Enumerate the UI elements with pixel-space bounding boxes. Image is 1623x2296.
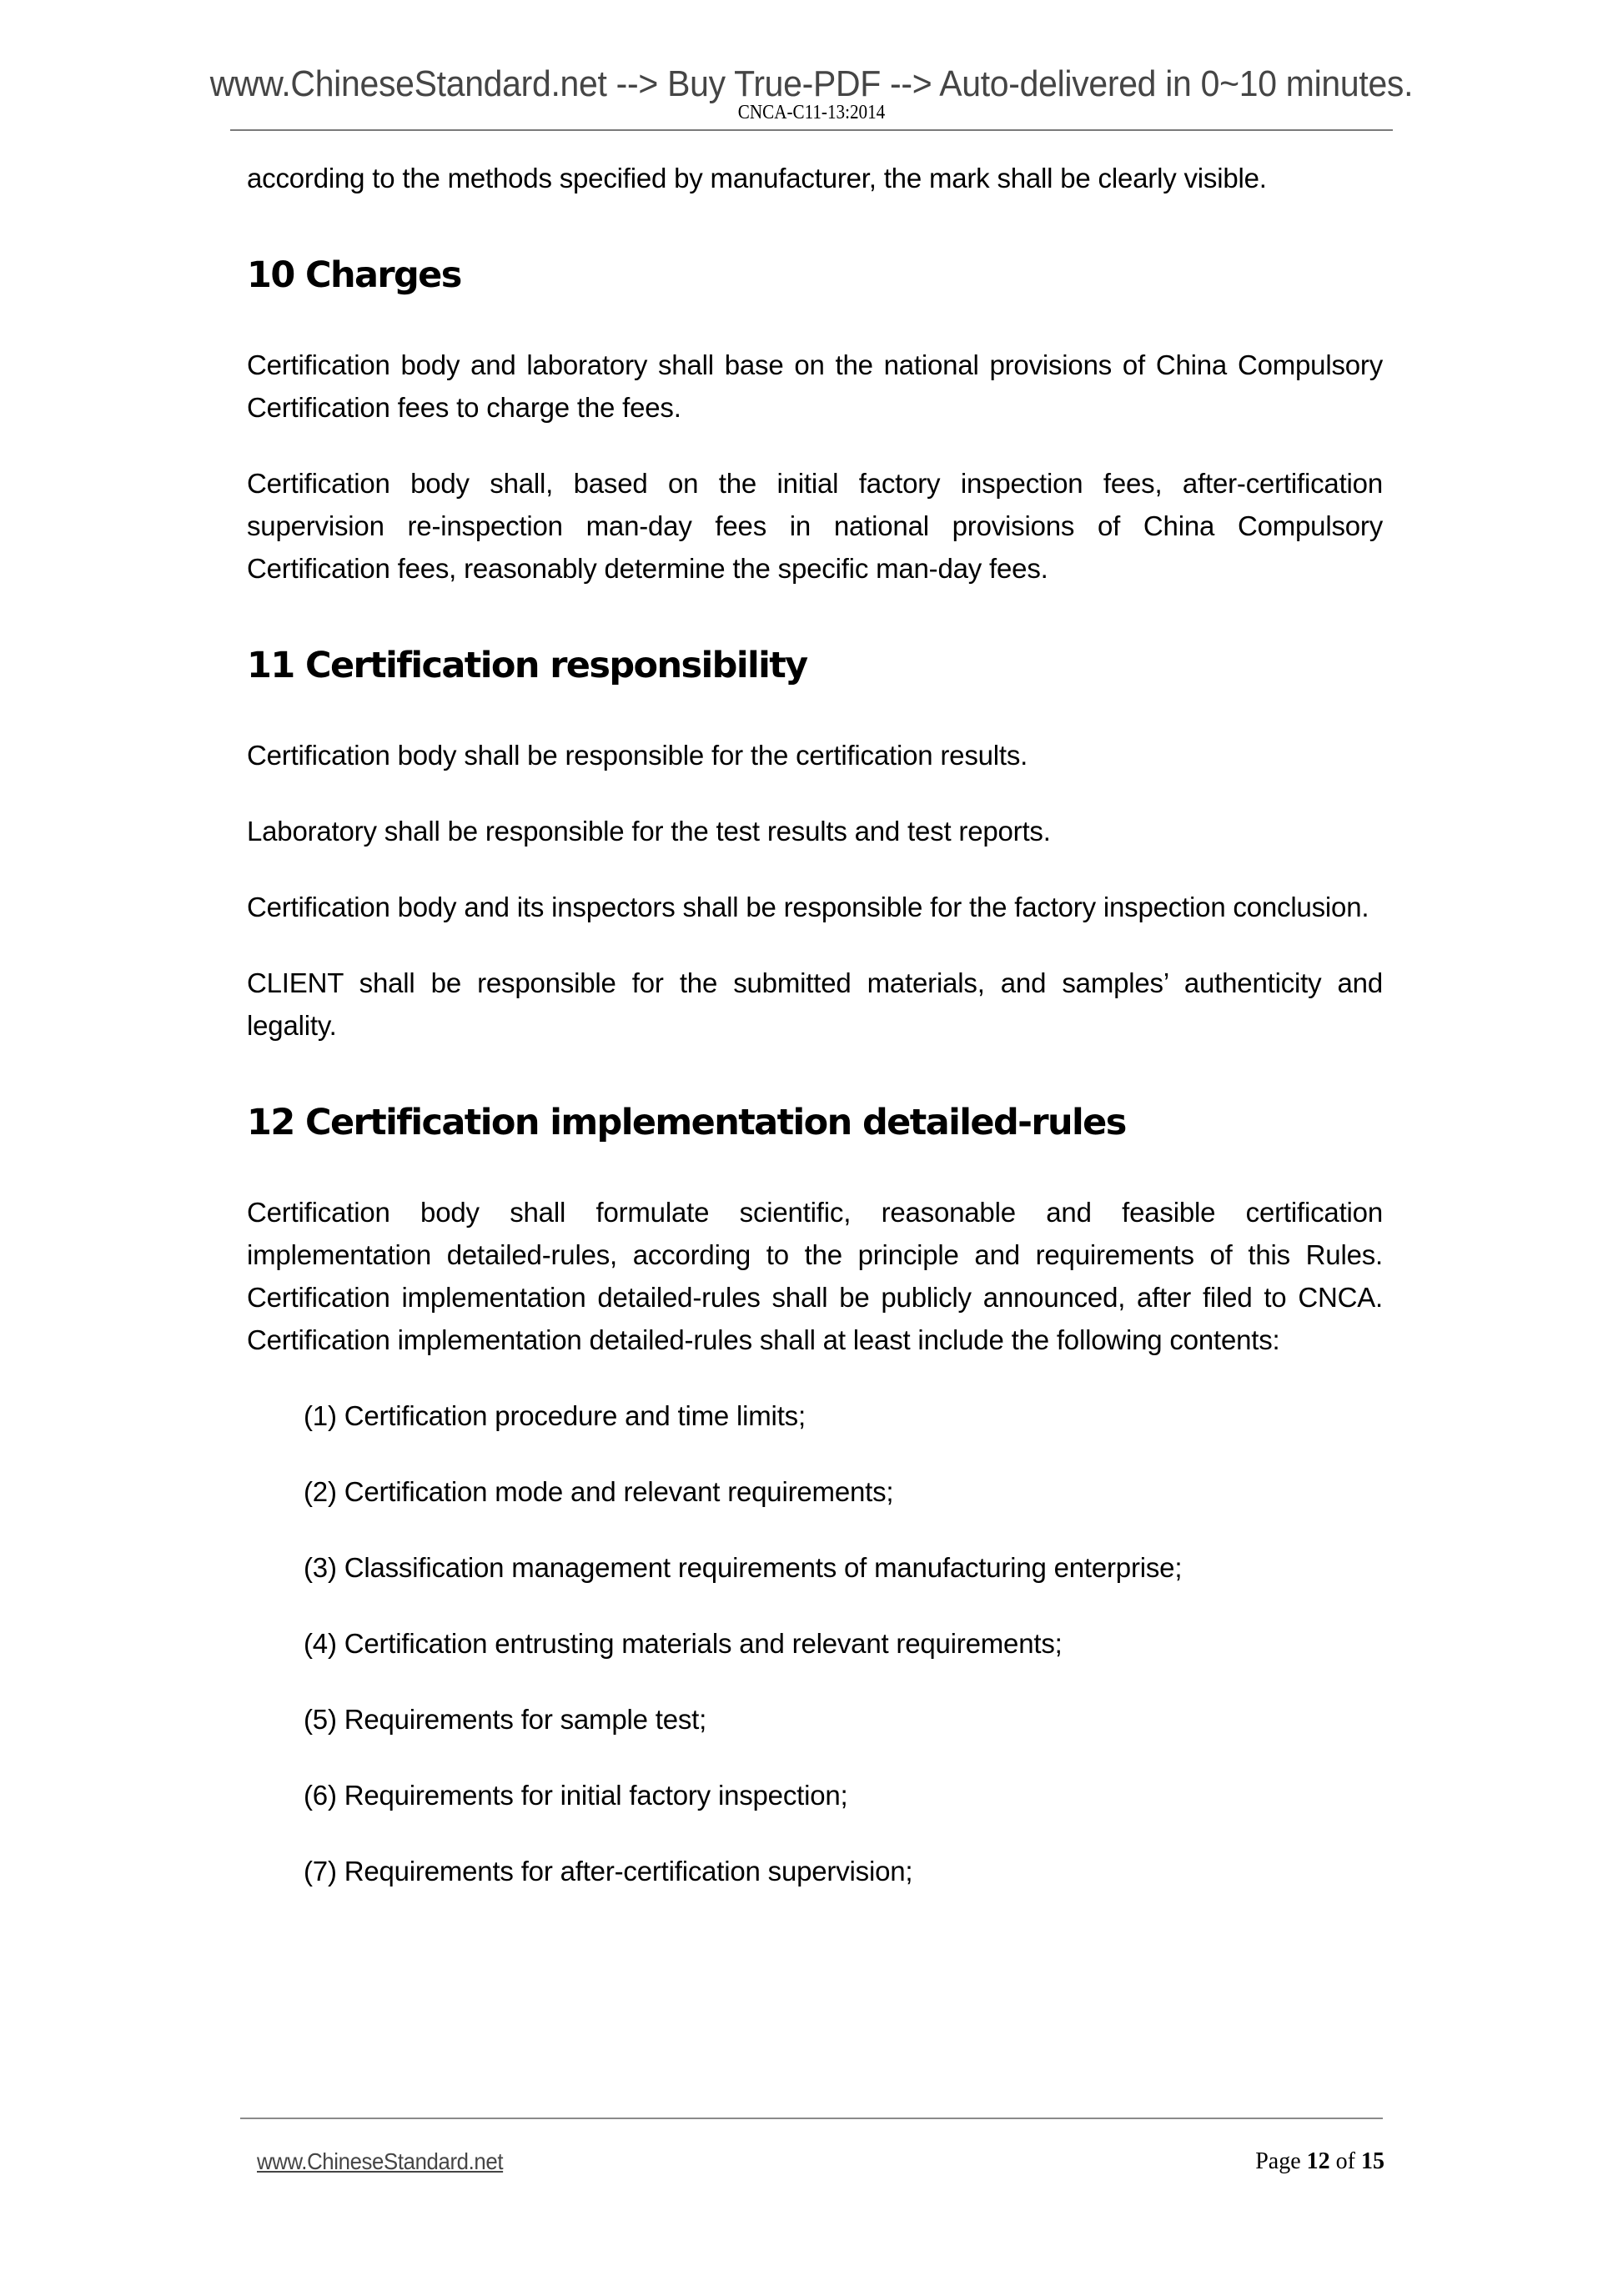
footer-website-link[interactable]: www.ChineseStandard.net	[257, 2148, 504, 2174]
section-heading-implementation-rules: 12 Certification implementation detailed-rules	[247, 1102, 1126, 1143]
site-banner: www.ChineseStandard.net --> Buy True-PDF --> Auto-delivered in 0~10 minutes.	[209, 63, 1414, 104]
footer-divider	[240, 2118, 1383, 2119]
list-item: (5) Requirements for sample test;	[304, 1704, 707, 1735]
current-page: 12	[1306, 2148, 1330, 2174]
section-heading-certification-responsibility: 11 Certification responsibility	[247, 645, 807, 686]
paragraph: Laboratory shall be responsible for the test results and test reports.	[247, 816, 1051, 847]
page-of-label: of	[1329, 2148, 1361, 2174]
header-divider	[230, 129, 1393, 131]
paragraph: Certification body shall formulate scientific, reasonable and feasible certification implementation detailed-rules, according to the principle and requirements of this Rules. Certification implementation detailed-rules shall be publicly announced, after filed to CNCA. Certification implementation detailed-rules shall at least include the following contents:	[247, 1197, 1383, 1355]
paragraph: CLIENT shall be responsible for the submitted materials, and samples’ authenticity and legality.	[247, 967, 1383, 1041]
page-content	[247, 157, 1383, 1892]
document-code: CNCA-C11-13:2014	[737, 102, 886, 123]
paragraph: Certification body shall, based on the initial factory inspection fees, after-certification supervision re-inspection man-day fees in national provisions of China Compulsory Certification fees, reasonably determine the specific man-day fees.	[247, 468, 1383, 584]
list-item: (4) Certification entrusting materials and relevant requirements;	[304, 1628, 1063, 1659]
requirements-list	[247, 1394, 1383, 1892]
list-item: (3) Classification management requirements of manufacturing enterprise;	[304, 1552, 1183, 1583]
list-item: (6) Requirements for initial factory inspection;	[304, 1780, 848, 1811]
list-item: (1) Certification procedure and time limits;	[304, 1400, 806, 1431]
total-pages: 15	[1361, 2148, 1384, 2174]
section-heading-charges: 10 Charges	[247, 254, 461, 296]
page-label: Page	[1255, 2148, 1307, 2174]
paragraph: Certification body and its inspectors shall be responsible for the factory inspection conclusion.	[247, 892, 1369, 922]
list-item: (2) Certification mode and relevant requirements;	[304, 1476, 894, 1507]
page-number	[1255, 2148, 1384, 2176]
intro-line: according to the methods specified by manufacturer, the mark shall be clearly visible.	[247, 163, 1267, 193]
list-item: (7) Requirements for after-certification supervision;	[304, 1856, 913, 1887]
paragraph: Certification body and laboratory shall base on the national provisions of China Compulsory Certification fees to charge the fees.	[247, 349, 1383, 423]
paragraph: Certification body shall be responsible for the certification results.	[247, 740, 1028, 771]
